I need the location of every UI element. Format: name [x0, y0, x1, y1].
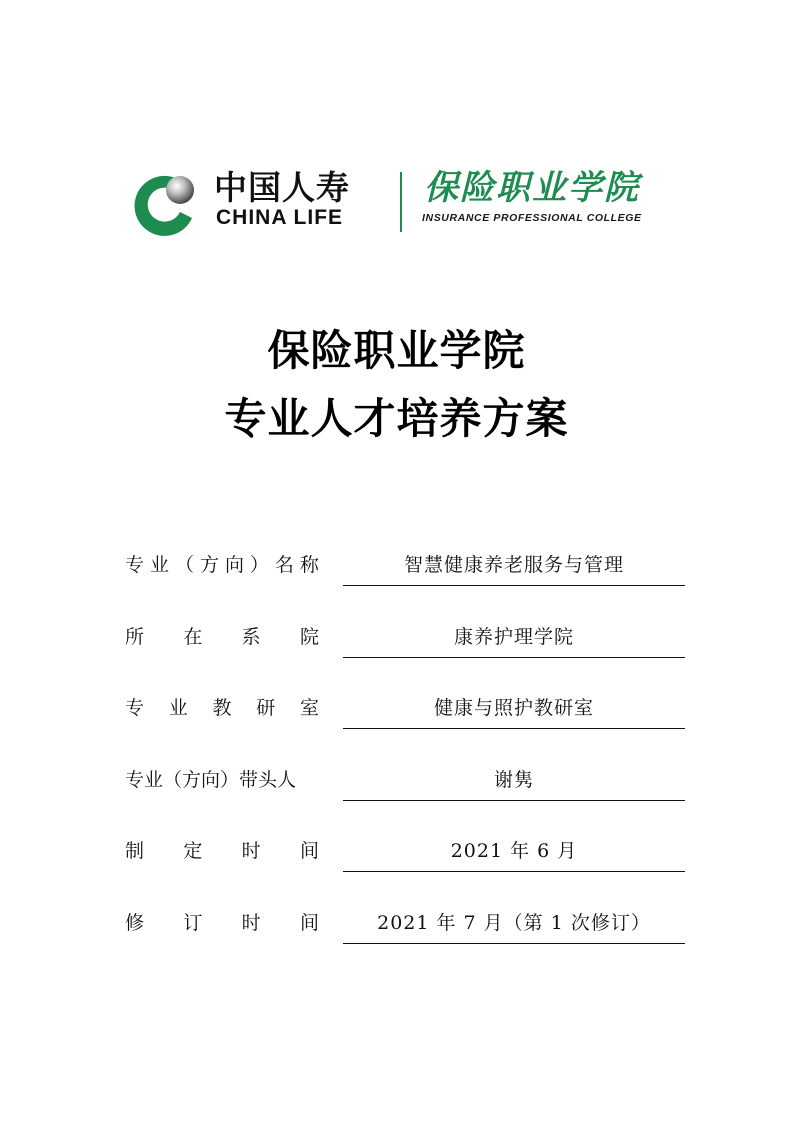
info-label-char: 研 [256, 697, 276, 720]
info-label-char: 专 [125, 554, 145, 576]
info-label [125, 767, 319, 793]
info-row [125, 755, 685, 827]
info-label-char: 时 [241, 840, 261, 863]
info-label-char: 在 [183, 625, 203, 648]
brand-name-cn: 中国人寿 [214, 168, 350, 207]
info-label-char: 教 [212, 697, 232, 720]
info-label-char: （ [174, 554, 194, 576]
brand-name-en: CHINA LIFE [216, 206, 344, 229]
info-value: 康养护理学院 [453, 625, 574, 648]
info-label-char: 室 [299, 697, 319, 720]
logo-divider [400, 172, 402, 232]
info-row [125, 683, 685, 755]
info-value-underline [343, 683, 685, 729]
info-value-underline [343, 540, 685, 586]
info-table [125, 540, 685, 970]
info-label-char: 订 [183, 911, 203, 934]
info-label-char: 称 [299, 554, 319, 576]
info-label-char: 业 [168, 697, 188, 720]
info-value-underline [343, 755, 685, 801]
info-value: 2021 年 6 月 [450, 840, 578, 863]
info-row [125, 612, 685, 684]
info-label [125, 695, 319, 721]
info-label-char: 业 [149, 554, 169, 576]
document-title-line-1: 保险职业学院 [267, 326, 526, 375]
info-label-char: 系 [241, 625, 261, 648]
info-label-char: 专业（方向）带头人 [125, 768, 297, 791]
info-row [125, 826, 685, 898]
info-label-char: 名 [274, 554, 294, 576]
info-label-char: 所 [125, 625, 145, 648]
college-name-en: INSURANCE PROFESSIONAL COLLEGE [422, 212, 642, 224]
info-value: 健康与照护教研室 [433, 697, 594, 720]
info-label-char: 向 [224, 554, 244, 576]
college-name-cn: 保险职业学院 [424, 168, 640, 208]
document-title-line-2: 专业人才培养方案 [224, 394, 569, 443]
info-value-underline [343, 826, 685, 872]
china-life-logo-icon [134, 170, 204, 240]
info-value: 智慧健康养老服务与管理 [403, 554, 624, 576]
info-value-underline [343, 898, 685, 944]
info-label-char: 院 [299, 625, 319, 648]
info-label [125, 838, 319, 864]
info-label [125, 552, 319, 578]
info-label-char: 专 [125, 697, 145, 720]
info-label-char: ） [249, 554, 269, 576]
info-value-underline [343, 612, 685, 658]
info-label-char: 间 [299, 840, 319, 863]
info-label [125, 624, 319, 650]
info-value: 2021 年 7 月（第 1 次修订） [377, 911, 651, 934]
info-value: 谢隽 [493, 768, 534, 791]
info-label [125, 910, 319, 936]
info-row [125, 898, 685, 970]
info-label-char: 修 [125, 911, 145, 934]
info-label-char: 间 [299, 911, 319, 934]
info-row [125, 540, 685, 612]
info-label-char: 时 [241, 911, 261, 934]
info-label-char: 方 [199, 554, 219, 576]
logo-header [134, 168, 684, 240]
info-label-char: 定 [183, 840, 203, 863]
info-label-char: 制 [125, 840, 145, 863]
